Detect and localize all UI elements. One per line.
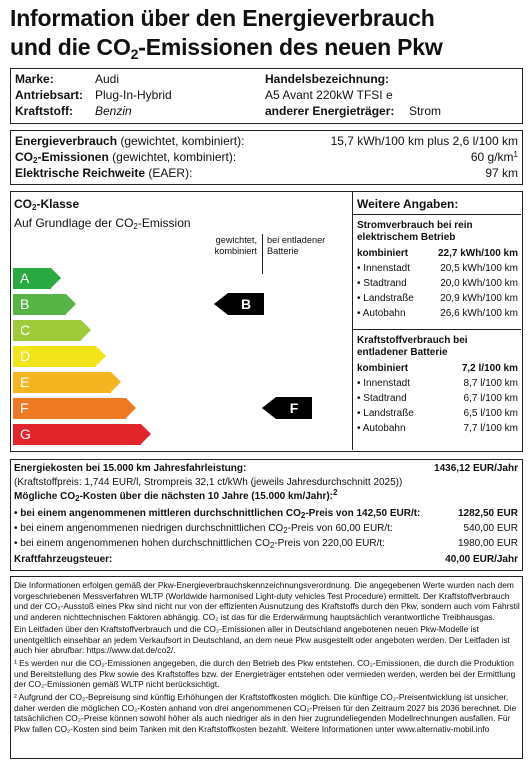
elec-title: Stromverbrauch bei rein elektrischem Betrieb	[357, 220, 473, 243]
energy-consumption-label: Energieverbrauch (gewichtet, kombiniert):	[15, 134, 245, 148]
tax-value: 40,00 EUR/Jahr	[445, 554, 518, 565]
co2-class-bar-d: D	[13, 346, 96, 367]
title-line-1: Information über den Energieverbrauch	[10, 5, 435, 31]
co2-class-bar-f: F	[13, 398, 126, 419]
consumption-row-value: 6,7 l/100 km	[463, 393, 518, 404]
consumption-row-value: 20,5 kWh/100 km	[440, 263, 518, 274]
co2-emissions-label: $CO_2$-Emissionen (gewichtet, kombiniert):	[15, 150, 237, 165]
consumption-row-label: • Stadtrand	[357, 393, 407, 404]
other-energy-value: Strom	[409, 104, 442, 118]
consumption-row-label: • Autobahn	[357, 308, 406, 319]
co2-class-bar-b: B	[13, 294, 66, 315]
co2-cost-row-value: 1980,00 EUR	[457, 538, 518, 549]
note-1: Die Informationen erfolgen gemäß der Pkw-Energieverbrauchskennzeichnungsverordnung. Die angegebenen Werte wurden nach dem vorgeschriebenen Messverfahren WLTP (Worldwide harmonised Light-duty vehicles Test Procedure) ermittelt. Der Kraftstoffverbrauch und der CO₂-Ausstoß eines Pkw sind nicht nur von der effizienten Ausnutzung des Kraftstoffs durch den Pkw, sondern auch vom Fahrstil und anderen nichttechnischen Faktoren abhängig. CO₂ ist das für die Erderwärmung hauptsächlich verantwortliche Treibhausgas.	[14, 580, 520, 622]
consumption-row-value: 7,2 l/100 km	[461, 363, 518, 374]
co2-class-bar-a: A	[13, 268, 51, 289]
consumption-row-value: 20,0 kWh/100 km	[440, 278, 518, 289]
note-3: ¹ Es werden nur die CO₂-Emissionen angegeben, die durch den Betrieb des Pkw entstehen. CO₂-Emissionen, die durch die Produktion und Bereitstellung des Pkw sowie des Kraftstoffes bzw. der Energieträger entstehen oder vermieden werden, werden bei der Ermittlung der CO₂-Emissionen gemäß WLTP nicht berücksichtigt.	[14, 658, 516, 689]
fuel-price-note: (Kraftstoffpreis: 1,744 EUR/l, Strompreis 32,1 ct/kWh (jeweils Jahresdurchschnitt 2025))	[14, 477, 403, 488]
co2-cost-row-value: 540,00 EUR	[463, 523, 518, 534]
co2-class-bar-e: E	[13, 372, 111, 393]
further-mid-rule	[352, 329, 521, 330]
co2-costs-label: Mögliche $CO_2$-Kosten über die nächsten 10 Jahre (15.000 km/Jahr):$^2$	[14, 488, 338, 503]
consumption-row-value: 22,7 kWh/100 km	[437, 248, 518, 259]
other-energy-label: anderer Energieträger:	[265, 104, 395, 118]
consumption-row-label: • Innenstadt	[357, 378, 410, 389]
consumption-row-value: 8,7 l/100 km	[463, 378, 518, 389]
page-title	[10, 4, 525, 62]
model-label: Handelsbezeichnung:	[265, 72, 390, 86]
column-divider	[262, 234, 263, 274]
co2-class-box	[10, 191, 523, 452]
consumption-row-label: • Landstraße	[357, 408, 414, 419]
co2-class-subtitle: Auf Grundlage der $CO_2$-Emission	[14, 216, 191, 231]
tax-label: Kraftfahrzeugsteuer:	[14, 554, 113, 565]
consumption-row-value: 20,9 kWh/100 km	[440, 293, 518, 304]
make-value: Audi	[95, 72, 120, 86]
fuel-title: Kraftstoffverbrauch bei entladener Batterie	[357, 335, 468, 358]
consumption-row-value: 6,5 l/100 km	[463, 408, 518, 419]
co2-cost-row-label: • bei einem angenommenen niedrigen durchschnittlichen $CO_2$-Preis von 60,00 EUR/t:	[14, 523, 393, 535]
co2-class-bar-c: C	[13, 320, 81, 341]
electric-range-value: 97 km	[485, 166, 518, 180]
divider	[352, 192, 353, 450]
weighted-class-marker: B	[228, 293, 264, 315]
consumption-row-label: • Innenstadt	[357, 263, 410, 274]
fuel-label: Kraftstoff:	[15, 104, 73, 118]
consumption-row-label: • Autobahn	[357, 423, 406, 434]
co2-class-bar-g: G	[13, 424, 141, 445]
co2-cost-row-label: • bei einem angenommenen hohen durchschnittlichen $CO_2$-Preis von 220,00 EUR/t:	[14, 538, 385, 550]
further-title: Weitere Angaben:	[357, 197, 459, 211]
fuel-value: Benzin	[95, 104, 132, 118]
consumption-row-value: 7,7 l/100 km	[463, 423, 518, 434]
title-line-2: und die $CO_2$-Emissionen des neuen Pkw	[10, 34, 443, 62]
discharged-class-marker: F	[276, 397, 312, 419]
energy-consumption-value: 15,7 kWh/100 km plus 2,6 l/100 km	[330, 134, 518, 148]
co2-class-title: $CO_2$-Klasse	[14, 197, 80, 212]
consumption-row-label: • Landstraße	[357, 293, 414, 304]
energy-costs-value: 1436,12 EUR/Jahr	[434, 463, 518, 474]
consumption-row-label: kombiniert	[357, 248, 409, 259]
co2-emissions-value: 60 $g/km^1$	[470, 150, 518, 164]
drive-label: Antriebsart:	[15, 88, 84, 102]
electric-range-label: Elektrische Reichweite (EAER):	[15, 166, 193, 180]
make-label: Marke:	[15, 72, 54, 86]
consumption-row-label: • Stadtrand	[357, 278, 407, 289]
co2-cost-row-value: 1282,50 EUR	[457, 508, 518, 519]
consumption-box	[10, 130, 523, 185]
vehicle-info-box	[10, 68, 523, 124]
co2-cost-row-label: • bei einem angenommenen mittleren durchschnittlichen $CO_2$-Preis von 142,50 EUR/t:	[14, 508, 421, 520]
model-value: A5 Avant 220kW TFSI e	[265, 88, 393, 102]
costs-box	[10, 459, 523, 571]
consumption-row-value: 26,6 kWh/100 km	[440, 308, 518, 319]
weighted-header: gewichtet, kombiniert	[214, 235, 257, 256]
further-title-rule	[352, 214, 521, 215]
note-4: ² Aufgrund der CO₂-Bepreisung sind künftig Erhöhungen der Kraftstoffkosten möglich. Die künftige CO₂-Preisentwicklung ist unsicher, daher werden die möglichen CO₂-Kosten anhand von drei angenommenen CO₂-Preisen für den Zeitraum 2027 bis 2036 berechnet. Die tatsächlichen CO₂-Preise können sowohl höher als auch niedriger als in den hier zugrundeliegenden Modellrechnungen ausfallen. Für Pkw fallen CO₂-Kosten sind beim Tanken mit den Kraftstoffkosten bezahlt. Weitere Informationen unter www.alternativ-mobil.info	[14, 692, 517, 734]
energy-costs-label: Energiekosten bei 15.000 km Jahresfahrleistung:	[14, 463, 247, 474]
discharged-header: bei entladener Batterie	[267, 235, 326, 256]
consumption-row-label: kombiniert	[357, 363, 409, 374]
drive-value: Plug-In-Hybrid	[95, 88, 172, 102]
note-2: Ein Leitfaden über den Kraftstoffverbrauch und die CO₂-Emissionen aller in Deutschland angebotenen neuen Pkw-Modelle ist unentgeltlich einsehbar an jedem Verkaufsort in Deutschland, an dem neue Pkw ausgestellt oder angeboten werden. Der Leitfaden ist auch hier abrufbar: https://www.dat.de/co2/.	[14, 624, 510, 655]
